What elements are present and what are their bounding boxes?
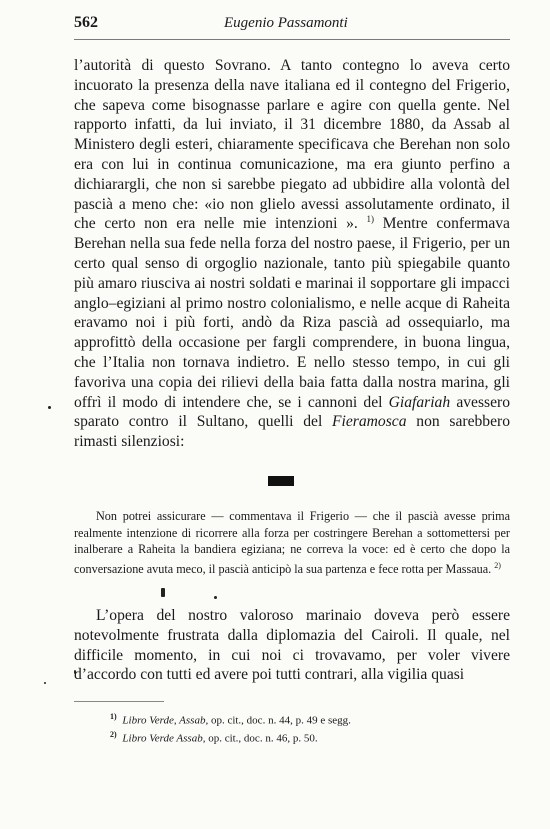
paragraph-1-mid: avessero sparato contro il Sultano, quelli del	[74, 393, 510, 431]
footnote-number: 2)	[110, 729, 117, 739]
quote-text: Non potrei assicurare — commentava il Frigerio — che il pascià avesse prima realmente intenzione di ricorrere alla forza per costringere Berehan a sottomettersi per inalberare a Raheita la bandiera egiziana; ne correva la voce: ed è certo che dopo la conversazione avuta meco, il pascià anticipò la sua partenza e fece rotta per Massaua.	[74, 509, 510, 576]
ink-speck	[48, 406, 51, 409]
footnote-detail: op. cit., doc. n. 44, p. 49 e segg.	[210, 714, 351, 727]
page-number: 562	[74, 14, 98, 31]
ink-speck	[161, 588, 165, 597]
page-header	[74, 14, 510, 34]
footnote-detail: op. cit., doc. n. 46, p. 50.	[208, 732, 318, 745]
ink-speck	[44, 682, 46, 684]
footnote-2	[74, 728, 510, 746]
header-rule	[74, 39, 510, 40]
paragraph-1-continuation: Mentre confermava Berehan nella sua fede nella forza del nostro paese, il Frigerio, per un certo qual senso di orgoglio nazionale, tanto più spiegabile quanto più amaro riusciva ai nostri soldati e marinai il sopportare gli impacci anglo–egiziani al primo nostro colonialismo, e nelle acque di Raheita eravamo noi i più forti, andò da Riza pascià ad ossequiarlo, ma approfittò della occasione per fargli comprendere, in buona lingua, che l’Italia non tornava indietro. E nello stesso tempo, in cui gli favoriva una copia dei rilievi della baia fatta dalla nostra marina, gli offrì il modo di intendere che, se i cannoni del	[74, 215, 510, 411]
paragraph-2	[74, 606, 510, 685]
paragraph-1	[74, 56, 510, 452]
footnote-source: Libro Verde Assab,	[122, 732, 206, 745]
footnote-1	[74, 710, 510, 728]
paragraph-1-text: l’autorità di questo Sovrano. A tanto contegno lo aveva certo incuorato la presenza della nave italiana ed il contegno del Frigerio, che sapeva come bisognasse parlare e agire con quella gente. Nel rapporto infatti, da lui inviato, il 31 dicembre 1880, da Assab al Ministero degli esteri, chiaramente specificava che Berehan non solo era con lui in continua comunicazione, ma era giunto perfino a dichiarargli, che non si sarebbe piegato ad ubbidire alla volontà del pascià a meno che: «io non glielo avessi assolutamente ordinato, il che certo non era nelle mie intenzioni ».	[74, 57, 510, 233]
footnote-ref-2: 2)	[494, 560, 501, 570]
paragraph-1-end: non sarebbero rimasti silenziosi:	[74, 413, 510, 451]
footnote-rule	[74, 701, 164, 702]
block-quote	[74, 508, 510, 577]
running-head: Eugenio Passamonti	[224, 15, 348, 31]
ship-name-fieramosca: Fieramosca	[332, 413, 407, 431]
footnote-number: 1)	[110, 712, 117, 721]
paragraph-2-text: L’opera del nostro valoroso marinaio doveva però essere notevolmente frustrata dalla diplomazia del Cairoli. Il quale, nel difficile momento, in cui noi ci trovavamo, per voler vivere d’accordo con tutti ed avere poi tutti contrari, alla vigilia quasi	[74, 607, 510, 684]
footnote-ref-1: 1)	[366, 214, 374, 225]
ink-speck	[214, 596, 217, 599]
ship-name-giafariah: Giafariah	[388, 393, 451, 411]
footnotes	[74, 710, 510, 745]
ink-mark	[268, 476, 294, 486]
footnote-source: Libro Verde, Assab,	[122, 714, 209, 727]
